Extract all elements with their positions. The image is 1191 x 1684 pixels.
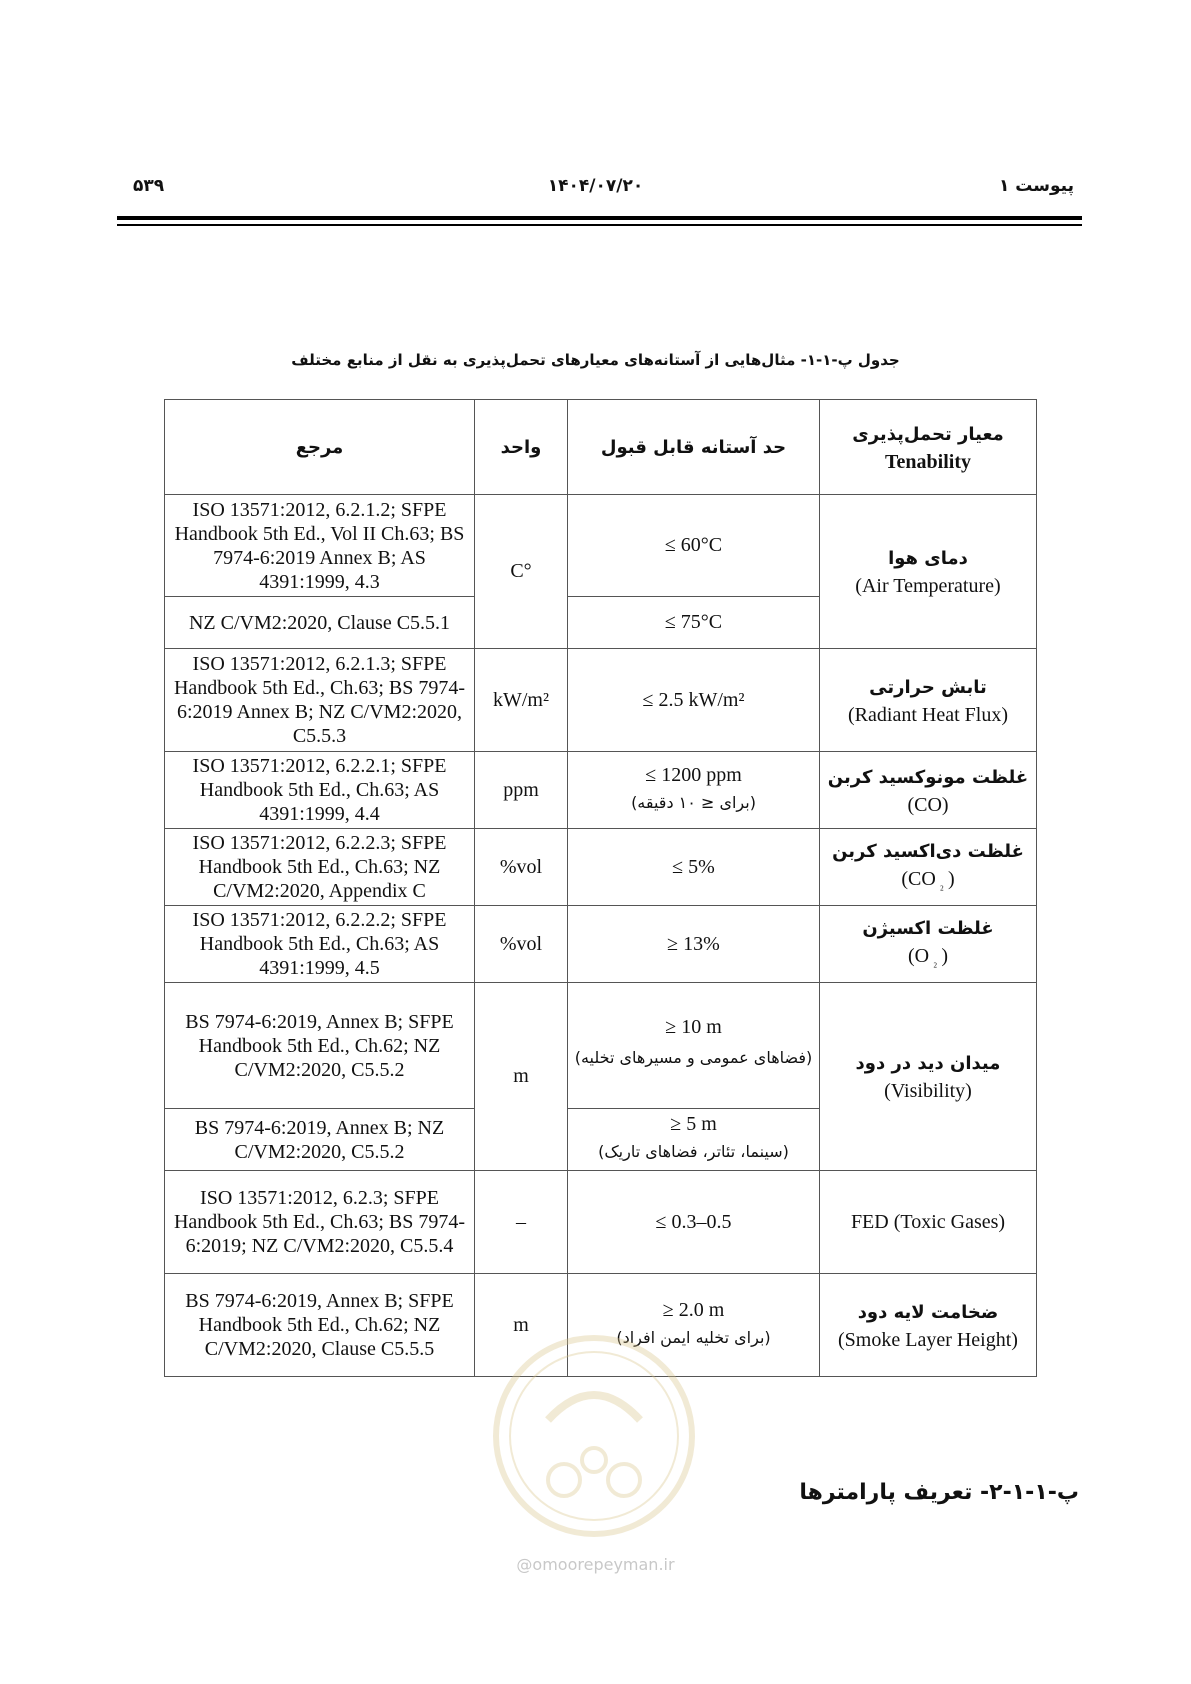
visibility-unit: m	[475, 983, 568, 1171]
co2-threshold: ≤ 5%	[568, 829, 820, 906]
table-caption: جدول پ-۱-۱- مثال‌هایی از آستانه‌های معیارهای تحمل‌پذیری به نقل از منابع مختلف	[291, 351, 900, 369]
fed-threshold: ≤ 0.3–0.5	[568, 1171, 820, 1274]
smoke-threshold: ≥ 2.0 m	[662, 1298, 725, 1321]
visibility-threshold-2-note: (سینما، تئاتر، فضاهای تاریک)	[598, 1142, 789, 1161]
header-rule-thin	[117, 224, 1082, 226]
air-temp-unit: °C	[475, 495, 568, 649]
visibility-name	[820, 983, 1037, 1171]
header-rule-thick	[117, 216, 1082, 220]
header-reference: مرجع	[165, 400, 475, 495]
section-heading: پ-۱-۱-۲- تعریف پارامترها	[799, 1480, 1079, 1505]
co-name-en: (CO)	[907, 793, 949, 816]
visibility-threshold-2: ≥ 5 m	[670, 1113, 717, 1135]
air-temp-reference-1: ISO 13571:2012, 6.2.1.2; SFPE Handbook 5th Ed., Vol II Ch.63; BS 7974-6:2019 Annex B; AS 4391:1999, 4.3	[165, 495, 475, 597]
watermark-seal-icon	[488, 1330, 700, 1542]
radiant-unit: kW/m²	[475, 649, 568, 752]
co-threshold: ≤ 1200 ppm	[645, 763, 742, 786]
header-criterion-en: Tenability	[885, 450, 971, 473]
smoke-name-en: (Smoke Layer Height)	[838, 1328, 1018, 1351]
fed-unit: –	[475, 1171, 568, 1274]
radiant-name	[820, 649, 1037, 752]
o2-unit: vol%	[475, 906, 568, 983]
air-temp-name-en: (Air Temperature)	[855, 575, 1001, 597]
co-name-fa: غلظت مونوکسید کربن	[827, 766, 1029, 788]
co2-name-en: (CO $_{_2}$ )	[901, 868, 955, 891]
header-criterion-fa: معیار تحمل‌پذیری	[852, 423, 1004, 445]
table-header-row	[165, 400, 1037, 495]
o2-name-fa: غلظت اکسیژن	[862, 918, 994, 939]
o2-threshold: ≥ 13%	[568, 906, 820, 983]
header-page-number: ۵۳۹	[133, 176, 165, 196]
co2-name	[820, 829, 1037, 906]
fed-reference: ISO 13571:2012, 6.2.3; SFPE Handbook 5th Ed., Ch.63; BS 7974-6:2019; NZ C/VM2:2020, C5.5.4	[165, 1171, 475, 1274]
radiant-name-fa: تابش حرارتی	[869, 676, 987, 698]
air-temp-threshold-2: ≤ 75°C	[568, 597, 820, 649]
co2-unit: vol%	[475, 829, 568, 906]
radiant-threshold: ≤ 2.5 kW/m²	[568, 649, 820, 752]
table-row	[165, 1171, 1037, 1274]
co-threshold-note: (برای ≤ ۱۰ دقیقه)	[631, 792, 756, 812]
o2-name	[820, 906, 1037, 983]
visibility-threshold-1-note: (فضاهای عمومی و مسیرهای تخلیه)	[574, 1048, 813, 1067]
radiant-reference: ISO 13571:2012, 6.2.1.3; SFPE Handbook 5th Ed., Ch.63; BS 7974-6:2019 Annex B; NZ C/VM2:2020, C5.5.3	[165, 649, 475, 752]
visibility-reference-2: BS 7974-6:2019, Annex B; NZ C/VM2:2020, C5.5.2	[165, 1109, 475, 1171]
fed-name: FED (Toxic Gases)	[820, 1171, 1037, 1274]
visibility-threshold-1: ≥ 10 m	[665, 1016, 722, 1038]
visibility-reference-1: BS 7974-6:2019, Annex B; SFPE Handbook 5th Ed., Ch.62; NZ C/VM2:2020, C5.5.2	[165, 983, 475, 1109]
o2-name-en: (O $_{_2}$ )	[908, 945, 948, 968]
watermark-site: @omoorepeyman.ir	[516, 1555, 675, 1574]
o2-reference: ISO 13571:2012, 6.2.2.2; SFPE Handbook 5th Ed., Ch.63; AS 4391:1999, 4.5	[165, 906, 475, 983]
header-unit: واحد	[475, 400, 568, 495]
air-temp-name-fa: دمای هوا	[888, 548, 968, 569]
co-threshold-cell	[568, 752, 820, 829]
co2-reference: ISO 13571:2012, 6.2.2.3; SFPE Handbook 5th Ed., Ch.63; NZ C/VM2:2020, Appendix C	[165, 829, 475, 906]
smoke-unit: m	[475, 1274, 568, 1377]
co2-name-fa: غلظت دی‌اکسید کربن	[832, 841, 1024, 862]
air-temp-name	[820, 495, 1037, 649]
table-row	[165, 752, 1037, 829]
header-appendix-label: پیوست ۱	[998, 176, 1074, 196]
visibility-name-en: (Visibility)	[884, 1080, 972, 1102]
air-temp-reference-2: NZ C/VM2:2020, Clause C5.5.1	[165, 597, 475, 649]
tenability-table	[164, 399, 1037, 1377]
radiant-name-en: (Radiant Heat Flux)	[848, 703, 1008, 726]
co-name	[820, 752, 1037, 829]
header-threshold: حد آستانه قابل قبول	[568, 400, 820, 495]
co-unit: ppm	[475, 752, 568, 829]
table-row	[165, 906, 1037, 983]
table-row	[165, 829, 1037, 906]
header-date: ۱۴۰۴/۰۷/۲۰	[547, 176, 644, 196]
visibility-threshold-1-cell	[568, 983, 820, 1109]
visibility-name-fa: میدان دید در دود	[855, 1053, 1001, 1074]
table-row	[165, 983, 1037, 1109]
smoke-threshold-note: (برای تخلیه ایمن افراد)	[616, 1327, 771, 1347]
header-criterion	[820, 400, 1037, 495]
smoke-name-fa: ضخامت لایه دود	[857, 1301, 999, 1323]
smoke-reference: BS 7974-6:2019, Annex B; SFPE Handbook 5th Ed., Ch.62; NZ C/VM2:2020, Clause C5.5.5	[165, 1274, 475, 1377]
table-row	[165, 649, 1037, 752]
table-row	[165, 495, 1037, 597]
air-temp-threshold-1: ≤ 60°C	[568, 495, 820, 597]
visibility-threshold-2-cell	[568, 1109, 820, 1171]
smoke-name	[820, 1274, 1037, 1377]
co-reference: ISO 13571:2012, 6.2.2.1; SFPE Handbook 5th Ed., Ch.63; AS 4391:1999, 4.4	[165, 752, 475, 829]
